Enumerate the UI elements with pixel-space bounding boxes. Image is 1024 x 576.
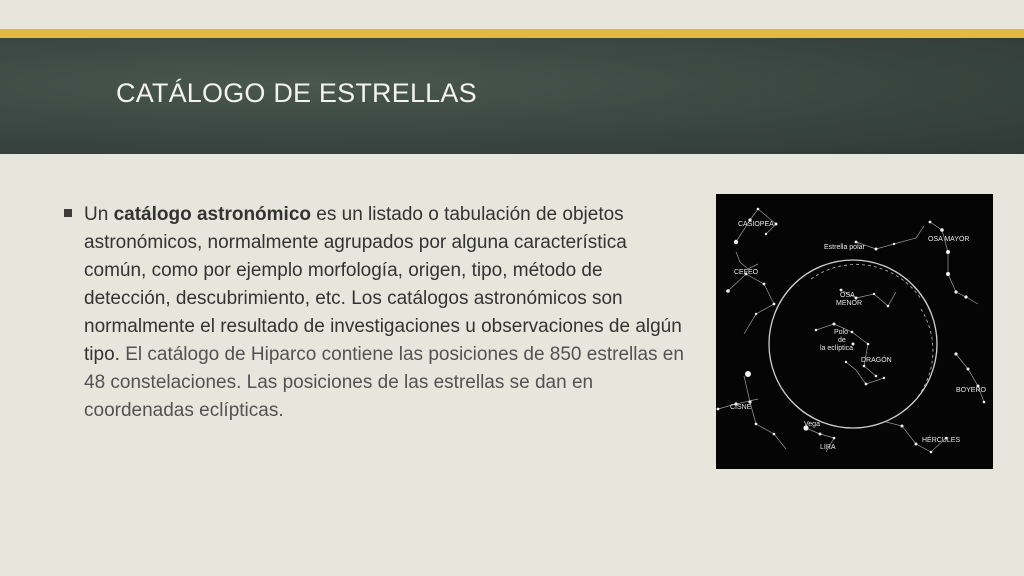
label-lira: LIRA [820,444,836,451]
label-menor: MENOR [836,300,863,307]
bullet-paragraph [84,201,694,425]
accent-bar [0,29,1024,38]
square-bullet-icon [64,209,72,217]
label-estrella-polar: Estrella polar [824,244,865,251]
paragraph-definition: es un listado o tabulación de objetos astronómicos, normalmente agrupados por alguna característica común, como por ejemplo morfología, origen, tipo, método de detección, descubrimiento, etc. Los catálogos astronómicos son normalmente el resultado de investigaciones u observaciones de algún tipo. [84,204,682,365]
paragraph-intro: Un [84,204,114,225]
label-boyero: BOYERO [956,387,986,394]
label-cisne: CISNE [730,404,752,411]
dashed-arc [811,265,921,299]
label-osa: OSA [840,292,855,299]
label-polo: Polo [834,329,849,336]
label-hercules: HÉRCULES [922,437,961,444]
label-casiopea: CASIOPEA [738,221,774,228]
star-map-image [716,194,993,469]
dashed-arc-2 [916,309,933,399]
label-osa-mayor: OSA MAYOR [928,236,970,243]
slide-title: CATÁLOGO DE ESTRELLAS [116,78,477,108]
label-vega: Vega [804,421,820,428]
paragraph-hiparco: El catálogo de Hiparco contiene las posiciones de 850 estrellas en 48 constelaciones. Las posiciones de las estrellas se dan en coordenadas eclípticas. [84,344,684,421]
label-ecliptica: la eclíptica [820,345,854,352]
label-cefeo: CEFEO [734,269,759,276]
label-dragon: DRAGÓN [861,357,892,364]
body-text [64,201,694,425]
paragraph-bold-term: catálogo astronómico [113,204,311,225]
label-de: de [838,337,846,344]
